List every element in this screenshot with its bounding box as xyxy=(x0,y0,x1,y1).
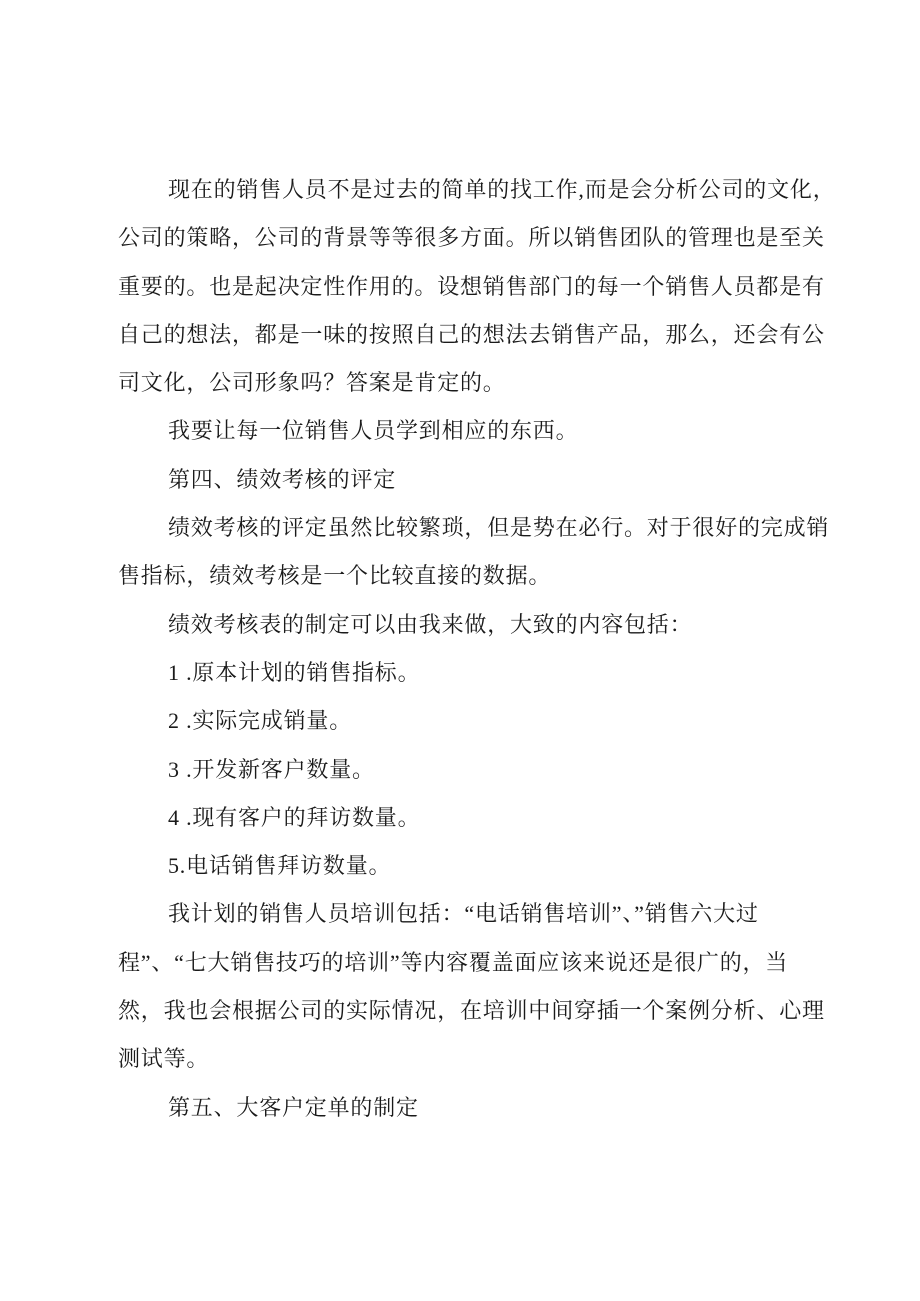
text-line: 绩效考核的评定虽然比较繁琐，但是势在必行。对于很好的完成销 xyxy=(168,515,830,541)
paragraph-training-plan xyxy=(118,890,878,1083)
list-item: 2 .实际完成销量。 xyxy=(168,708,353,734)
text-line: 程”、“七大销售技巧的培训”等内容覆盖面应该来说还是很广的，当 xyxy=(118,949,789,975)
section-heading-4 xyxy=(118,456,878,504)
text-line: 售指标，绩效考核是一个比较直接的数据。 xyxy=(118,563,552,589)
text-line: 我要让每一位销售人员学到相应的东西。 xyxy=(168,418,579,444)
paragraph-sales-team xyxy=(118,166,878,407)
text-line: 然，我也会根据公司的实际情况，在培训中间穿插一个案例分析、心理 xyxy=(118,998,825,1024)
document-body xyxy=(118,166,878,1132)
text-line: 现在的销售人员不是过去的简单的找工作,而是会分析公司的文化， xyxy=(168,177,836,202)
paragraph-performance-review xyxy=(118,504,878,601)
text-line: 自己的想法，都是一味的按照自己的想法去销售产品，那么，还会有公 xyxy=(118,321,825,347)
text-line: 测试等。 xyxy=(118,1046,210,1072)
list-item: 1 .原本计划的销售指标。 xyxy=(168,659,421,685)
list-item: 4 .现有客户的拜访数量。 xyxy=(168,804,421,830)
text-line: 司文化，公司形象吗？答案是肯定的。 xyxy=(118,370,506,396)
review-items-list xyxy=(118,649,878,890)
text-line: 公司的策略，公司的背景等等很多方面。所以销售团队的管理也是至关 xyxy=(118,225,825,251)
paragraph-learning-goal xyxy=(118,407,878,455)
section-heading: 第四、绩效考核的评定 xyxy=(168,466,397,492)
text-line: 绩效考核表的制定可以由我来做，大致的内容包括： xyxy=(168,611,693,637)
text-line: 重要的。也是起决定性作用的。设想销售部门的每一个销售人员都是有 xyxy=(118,273,825,299)
paragraph-review-form-intro xyxy=(118,601,878,649)
section-heading-5 xyxy=(118,1084,878,1132)
list-item: 3 .开发新客户数量。 xyxy=(168,756,375,782)
section-heading: 第五、大客户定单的制定 xyxy=(168,1094,419,1120)
list-item: 5.电话销售拜访数量。 xyxy=(168,853,392,879)
text-line: 我计划的销售人员培训包括：“电话销售培训”、”销售六大过 xyxy=(168,901,759,927)
